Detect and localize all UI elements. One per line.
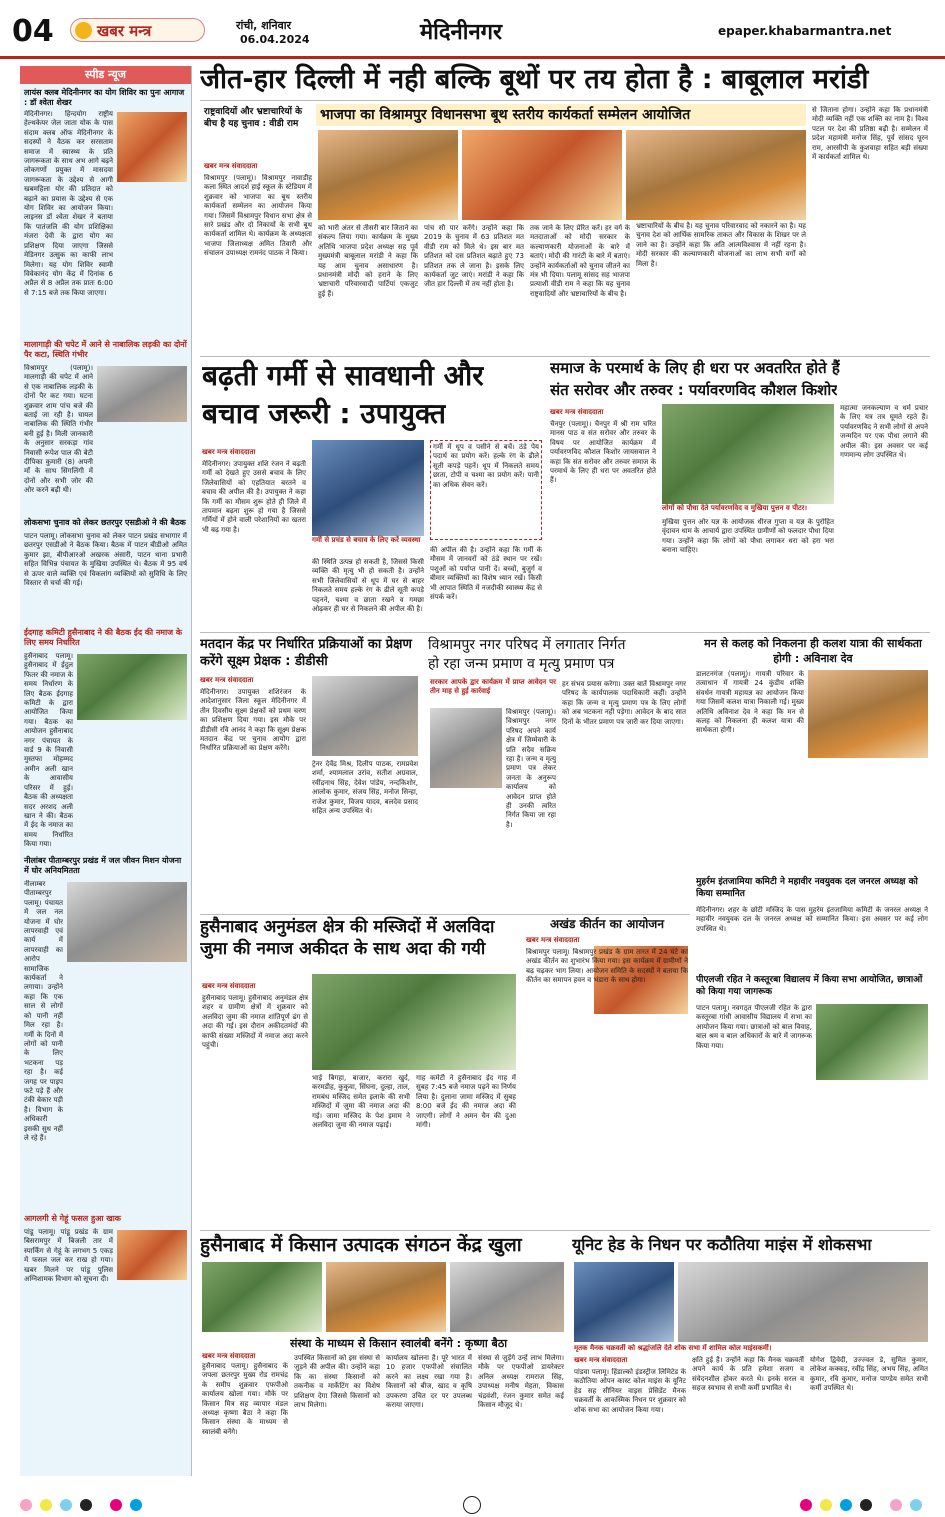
story4-byline: खबर मन्त्र संवाददाता xyxy=(200,676,254,684)
story9-photo-2 xyxy=(326,1262,446,1332)
story10-caption: मृतक मैनक चक्रवर्ती को श्रद्धांजलि देते शोक सभा में शामिल कोल माइंसकर्मी। xyxy=(574,1344,772,1352)
story3-photo-caption: लोगों को पौधा देते पर्यावरणविद व मुखिया पुत्तन व पीटर। xyxy=(662,504,808,512)
story6-sub2-title: मुहर्रम इंतजामिया कमिटी ने महावीर नवयुवक दल जनरल अध्यक्ष को किया सम्मानित xyxy=(696,877,918,899)
story6-body: डालटनगंज (पलामू)। गायत्री परिवार के तत्वाधान में गायत्री 24 कुंडीय शक्ति संवर्धन गायत्री महायज्ञ का आयोजन किया गया जिसमें कलश यात्रा निकाली गई। मुख्य अतिथि अविनाश देव ने कहा कि मन से कलह को निकलना ही कलश यात्रा की सार्थकता होगी। xyxy=(696,670,804,735)
sidebar-story-5-title: नीलांबर पीताम्बरपुर प्रखंड में जल जीवन मिशन योजना में घोर अनियमितता xyxy=(24,856,182,875)
story9-col-4: संस्था से जुड़ेंगे उन्हें लाभ मिलेगा। मौके पर एफपीओ डायरेक्टर अनिल अध्यक्ष रामराज सिंह, उपाध्यक्ष मनीष मेहता, विकास चंद्रवंशी, रंजन कुमार समेत कई किसान मौजूद थे। xyxy=(478,1354,564,1410)
registration-dot-icon xyxy=(840,1499,852,1511)
registration-dot-icon xyxy=(20,1499,32,1511)
registration-dot-icon xyxy=(80,1499,92,1511)
story3-col-3: महात्मा जनकल्याण व धर्म प्रचार के लिए यत्र तत्र घूमते रहते हैं। पर्यावरणविद ने सभी लोगों से अपने जन्मदिन पर एक पौधा लगाने की अपील की। इस अवसर पर कई गणमान्य लोग उपस्थित थे। xyxy=(840,404,928,460)
story4-col-1: मेदिनीनगर। उपायुक्त शशिरंजन के आदेशानुसार जिला स्कूल मेदिनीनगर में तीन दिवसीय सूक्ष्म प्रेक्षकों को प्रथम चरण का प्रशिक्षण दिया गया। इस मौके पर डीडीसी रवि आनंद ने कहा कि सूक्ष्म प्रेक्षक मतदान केंद्र पर चुनाव आयोग द्वारा निर्धारित प्रक्रियाओं का प्रेक्षण करेंगे। xyxy=(200,688,306,753)
story2-col-3: की अपील की है। उन्होंने कहा कि गर्मी के मौसम में जानवरों को ठंडे स्थान पर रखें। पशुओं को पर्याप्त पानी दें। बच्चों, बुजुर्ग व बीमार व्यक्तियों का विशेष ध्यान रखें। किसी भी आपात स्थिति में नजदीकी स्वास्थ्य केंद्र से संपर्क करें। xyxy=(430,546,542,602)
registration-dot-icon xyxy=(910,1499,922,1511)
story5-photo xyxy=(430,708,502,788)
crosshair-icon xyxy=(463,1496,481,1514)
story1-col-4: तक जाने के लिए प्रेरित करें। हर वर्ग के मतदाताओं को मोदी सरकार के कल्याणकारी योजनाओं के बारे में बताएं। मोदी की गारंटी के बारे में बताएं। उन्होंने कार्यकर्ताओं को चुनाव जीतने का मंत्र भी दिया। पलामू सांसद सह भाजपा प्रत्याशी वीडी राम ने कहा कि यह चुनाव राष्ट्रवादियों और भ्रष्टाचारियों के बीच है। xyxy=(530,224,630,298)
sidebar-story-6-title: आगलगी से गेहूं फसल हुआ खाक xyxy=(24,1214,121,1223)
story10-photo-portrait xyxy=(574,1262,674,1342)
story2-photo-caption: गर्मी से प्रचंड से बचाव के लिए करें व्यवस्था xyxy=(312,536,421,544)
sidebar-story-2-title: मालागाड़ी की चपेट में आने से नाबालिक लड़की का दोनों पैर कटा, स्थिति गंभीर xyxy=(24,340,187,359)
story2-photo-dc xyxy=(312,440,424,536)
sidebar-story-3-body: पाटन पलामू। लोकसभा चुनाव को लेकर पाटन प्रखंड सभागार में छतरपुर एसडीओ ने बैठक किया। बैठक में पाटन बीडीओ अमित कुमार झा, बीपीआरओ अखरक अंसारी, पाटन थाना प्रभारी सहित विभिन्न पंचायत के मुखिया उपस्थित थे। बैठक में 95 वर्ष से ऊपर वाले व्यक्ति एवं विकलांग व्यक्तियों को सुविधि के लिए विस्तार से चर्चा की गई। xyxy=(24,532,187,588)
sidebar-story-4-title: ईदगाह कमिटी हुसैनाबाद ने की बैठक ईद की नमाज के लिए समय निर्धारित xyxy=(24,628,183,647)
sidebar-speed-news xyxy=(20,66,192,1476)
story10-col-1: पांडवा पलामू। हिंडाल्को इंडस्ट्रीज लिमिटेड के कठौतिया ओपन कास्ट कोल माइंस के यूनिट हेड सह सीनियर वाइस प्रेसिडेंट मैनक चक्रवर्ती के आकस्मिक निधन पर शुक्रवार को शोक सभा का आयोजन किया गया। xyxy=(574,1368,686,1414)
story8-byline: खबर मन्त्र संवाददाता xyxy=(526,936,580,944)
sidebar-story-2-photo xyxy=(97,366,187,422)
lead-headline: जीत-हार दिल्ली में नही बल्कि बूथों पर तय होता है : बाबूलाल मरांडी xyxy=(200,64,869,95)
story7-col-3: गाह कमेटी ने हुसैनाबाद ईद गाह में सुबह 7:45 बजे नमाज पढ़ने का निर्णय लिया है। दुलाना जामा मस्जिद में सुबह 8:00 बजे ईद की नमाज अदा की जाएगी। लोगों ने अमन चैन की दुआ मांगी। xyxy=(416,1074,516,1130)
story3-byline: खबर मन्त्र संवाददाता xyxy=(550,408,604,416)
story3-col-1: चैनपुर (पलामू)। चैनपुर में श्री राम चरित मानस पाठ व संत सरोवर और तरुवर के विषय पर आयोजित कार्यक्रम में पर्यावरणविद कौशल किशोर जायसवाल ने कहा कि संत सरोवर और तरुवर समाज के परमार्थ के लिए ही धरा पर अवतरित होते हैं। xyxy=(550,420,656,485)
sidebar-story-2-body: विश्रामपुर (पलामू)। मालगाड़ी की चपेट में आने से एक नाबालिक लड़की के दोनों पैर कट गया। घटना शुक्रवार शाम पांच बजे की बताई जा रही है। घायल नाबालिक की स्थिति गंभीर बनी हुई है। मिली जानकारी के अनुसार सरकड़ा गांव निवासी रूपेश पाल की बेटी दीपिका कुमारी (8) अपनी माँ के साथ सिंगलिंगी में दोनों और सभी जोर की ओर करने बढ़ी थी। xyxy=(24,364,93,495)
story1-side-headline: राष्ट्रवादियों और भ्रष्टाचारियों के बीच है यह चुनाव : वीडी राम xyxy=(204,107,302,129)
registration-dot-icon xyxy=(800,1499,812,1511)
story5-headline-line2: हो रहा जन्म प्रमाण व मृत्यु प्रमाण पत्र xyxy=(428,656,615,672)
footer-print-marks xyxy=(0,1494,945,1517)
brand-badge xyxy=(70,18,205,42)
story-bjp-sammelan xyxy=(200,102,930,356)
sidebar-story-6-body: पांडू पलामू। पांडू प्रखंड के ग्राम बिसरामपुर में बिजली तार में स्पार्किंग से गेहूं के लगभग 5 एकड़ में फसल जल कर राख हो गया। खबर मिलने पर पांडू पुलिस अग्निशामक विभाग को सूचना दी। xyxy=(24,1228,113,1284)
registration-dot-icon xyxy=(40,1499,52,1511)
story5-col-1: विश्रामपुर (पलामू)। विश्रामपुर नगर परिषद अपने कार्य क्षेत्र में जिम्मेवारी के प्रति सदैव सक्रिय रहा है। जन्म व मृत्यु प्रमाण पत्र लेकर जनता के अनुरूप कार्यालय को आवेदन प्राप्त होते ही उनकी त्वरित निर्गत किया जा रहा है। xyxy=(506,708,556,829)
story-fpo-center xyxy=(200,1232,566,1492)
story9-photo-3 xyxy=(450,1262,564,1332)
story9-headline: हुसैनाबाद में किसान उत्पादक संगठन केंद्र खुला xyxy=(200,1234,522,1256)
story-heat-advisory xyxy=(200,358,545,630)
story-paryavaran xyxy=(548,358,930,630)
masthead xyxy=(0,0,945,60)
story9-col-2: उपस्थित किसानों को इस संस्था से जुड़ने की अपील की। उन्होंने कहा कि का संस्था किसानों को तकनीक व मार्केटिंग का विशेष प्रशिक्षण देगा जिससे किसानों को लाभ मिलेगा। xyxy=(294,1354,380,1410)
story1-byline: खबर मन्त्र संवाददाता xyxy=(204,162,258,170)
story-akhand-kirtan xyxy=(524,916,690,1228)
story6-headline: मन से कलह को निकलना ही कलश यात्रा की सार्थकता होगी : अविनाश देव xyxy=(704,637,922,665)
story7-col-2: भाई बिगहा, बाजार, करारा खुर्द, करमडीह, कुकुवा, सिंघना, दुल्हा, ताल, रामबंध मस्जिद समेत इलाके की सभी मस्जिदों में जुमा की नमाज अदा की गई। जामा मस्जिद के पेश इमाम ने अलविदा जुमा की नमाज पढ़ाई। xyxy=(312,1074,410,1130)
story1-col-3: पांच सौ पार करेंगे। उन्होंने कहा कि 2019 के चुनाव में 63 प्रतिशत मत वीडी राम को मिले थे। इस बार मत प्रतिशत को दस प्रतिशत बढ़ाते हुए 73 प्रतिशत तक ले जाना है। इसके लिए कार्यकर्ता जुट जाएं। मरांडी ने कहा कि जीत हार दिल्ली में तय नहीं होता है। xyxy=(424,224,524,289)
story9-subhead: संस्था के माध्यम से किसान स्वालंबी बनेंगे : कृष्णा बैठा xyxy=(290,1337,508,1350)
story4-headline: मतदान केंद्र पर निर्धारित प्रक्रियाओं का प्रेक्षण करेंगे सूक्ष्म प्रेक्षक : डीडीसी xyxy=(200,637,412,669)
sidebar-story-3-title: लोकसभा चुनाव को लेकर छतरपुर एसडीओ ने की बैठक xyxy=(24,518,186,527)
registration-dot-icon xyxy=(60,1499,72,1511)
story7-headline-line2: जुमा की नमाज अकीदत के साथ अदा की गयी xyxy=(200,939,486,959)
edition-name: मेदिनीनगर xyxy=(420,20,503,45)
story4-photo xyxy=(312,676,418,756)
story2-headline-line1: बढ़ती गर्मी से सावधानी और xyxy=(202,359,484,392)
story1-col-5: भ्रष्टाचारियों के बीच है। यह चुनाव परिवारवाद को नकारने का है। यह चुनाव देश को आर्थिक सामरिक ताकत और विकास के शिखर पर ले जाने का है। उन्होंने कहा कि अति आत्मविश्वास में नहीं रहना है। मोदी सरकार की कल्याणकारी योजनाओं का लाभ सभी वर्गों को मिला है। xyxy=(636,222,806,268)
dateline-date: 06.04.2024 xyxy=(240,33,310,46)
story10-col-3: योगेश द्विवेदी, उज्ज्वल डे, सुमित कुमार, लोकेश कक्कड़, रवींद्र सिंह, अभय सिंह, अमित कुमार, रवि कुमार, मनोज पाण्डेय समेत सभी कर्मी उपस्थित थे। xyxy=(810,1356,928,1393)
story8-headline: अखंड कीर्तन का आयोजन xyxy=(550,917,664,931)
brand-logo-icon xyxy=(75,22,92,39)
story3-headline-line2: संत सरोवर और तरुवर : पर्यावरणविद कौशल किशोर xyxy=(550,381,838,399)
story7-headline-line1: हुसैनाबाद अनुमंडल क्षेत्र की मस्जिदों में अलविदा xyxy=(200,917,495,937)
story6-sub2-body: मेदिनीनगर। शहर के छोटी मस्जिद के पास मुहर्रम इंतजामिया कमिटी के जनरल अध्यक्ष ने महावीर नवयुवक दल के जनरल अध्यक्ष को सम्मानित किया। इस अवसर पर कई लोग उपस्थित थे। xyxy=(696,906,928,933)
sidebar-story-1-title: लायंस क्लब मेदिनीनगर का योग शिविर का पुनः आगाज : डॉ श्वेता शेखर xyxy=(24,88,185,107)
story7-col-1: हुसैनाबाद पलामू। हुसैनाबाद अनुमंडल क्षेत्र शहर व ग्रामीण क्षेत्रों में शुक्रवार को अलविदा जुमा की नमाज शांतिपूर्ण ढंग से अदा की गई। इस दौरान अकीदतमंदों की काफी संख्या मस्जिदों में नमाज अदा करने पहुंची। xyxy=(202,994,308,1050)
story-micro-observer xyxy=(200,636,420,912)
story1-photo-1 xyxy=(318,130,458,220)
page-number: 04 xyxy=(12,14,54,49)
story5-highlight-box: सरकार आपके द्वार कार्यक्रम में प्राप्त आवेदन पर तीन माह से हुई कार्रवाई xyxy=(430,678,556,696)
section-label: स्पीड न्यूज xyxy=(20,66,191,84)
story1-strip-headline: भाजपा का विश्रामपुर विधानसभा बूथ स्तरीय कार्यकर्ता सम्मेलन आयोजित xyxy=(316,104,806,126)
story2-tips-box: गर्मी में धूप व पसीने से बचें। ठंडे पेय पदार्थ का प्रयोग करें। हल्के रंग के ढीले सूती कपड़े पहनें। धूप में निकलते समय छाता, टोपी व चश्मा का प्रयोग करें। पानी का अधिक सेवन करें। xyxy=(430,440,542,540)
sidebar-story-4-photo xyxy=(77,654,187,720)
registration-dot-icon xyxy=(860,1499,872,1511)
story9-photo-1 xyxy=(202,1262,322,1332)
story10-photo-group xyxy=(678,1262,928,1342)
story5-headline-line1: विश्रामपुर नगर परिषद में लगातार निर्गत xyxy=(428,637,626,653)
story9-col-1: हुसैनाबाद पलामू। हुसैनाबाद के जपला छतरपुर मुख्य रोड रामचंद्र के समीप शुक्रवार एफपीओ कार्यालय खोला गया। मौके पर किसान मित्र सह व्यापार मंडल अध्यक्ष कृष्णा बैठा ने कहा कि किसान संस्था के माध्यम से स्वालंबी बनेंगे। xyxy=(202,1362,288,1436)
story-condolence-meeting xyxy=(572,1232,930,1492)
story6-sub3-photo xyxy=(816,1004,928,1080)
registration-dot-icon xyxy=(130,1499,142,1511)
sidebar-story-5-body: नीलाम्बर पीताम्बरपुर पलामू। पंचायत में जल नल योजना में घोर लापरवाही एवं कार्य में लापरवाही का आरोप सामाजिक कार्यकर्ता ने लगाया। उन्होंने कहा कि एक साल से लोगों को पानी नहीं मिल रहा है। गर्मी के दिनों में लोगों को पानी के लिए भटकना पड़ रहा है। कई जगह पर पाइप फटे पड़े हैं और टंकी बेकार पड़ी है। विभाग के अधिकारी इसकी सुध नहीं ले रहे हैं। xyxy=(24,880,63,1142)
story9-col-3: कार्यालय खोलना है। पूरे भारत में 10 हजार एफपीओ संचालित करने का लक्ष्य रखा गया है। किसानों को बीज, खाद व कृषि उपकरण उचित दर पर उपलब्ध कराया जाएगा। xyxy=(386,1354,472,1410)
story2-byline: खबर मन्त्र संवाददाता xyxy=(202,448,256,456)
story1-col-2: को भारी अंतर से तीसरी बार जिताने का संकल्प लिया गया। कार्यक्रम के मुख्य अतिथि भाजपा प्रदेश अध्यक्ष सह पूर्व मुख्यमंत्री बाबूलाल मरांडी ने कहा कि यह आम चुनाव असाधारण है। प्रधानमंत्री मोदी को हराने के लिए भ्रष्टाचारी परिवारवादी पार्टियां एकजुट हुई हैं। xyxy=(318,224,418,298)
story10-col-2: क्षति हुई है। उन्होंने कहा कि मैनक चक्रवर्ती अपने कार्य के प्रति हमेशा सजग व संवेदनशील होकर करते थे। इनके सरल व सहज स्वभाव से सभी कर्मी प्रभावित थे। xyxy=(692,1356,804,1393)
story10-headline: यूनिट हेड के निधन पर कठौतिया माइंस में शोकसभा xyxy=(572,1235,872,1254)
sidebar-story-5-photo xyxy=(67,882,187,962)
story-birth-death-certificate xyxy=(428,636,688,912)
story-kalash-yatra xyxy=(696,636,930,1196)
story1-col-1: विश्रामपुर (पलामू)। विश्रामपुर नावाडीह कला स्थित आदर्श हाई स्कूल के स्टेडियम में शुक्रवार को भाजपा का बूथ स्तरीय कार्यकर्ता सम्मेलन का आयोजन किया गया। जिसमें विश्रामपुर विधान सभा क्षेत्र से सारे प्रखंड और दो निकायों के सभी बूथ कार्यकर्ता शामिल थे। कार्यक्रम के अध्यक्षता भाजपा जिलाध्यक्ष अमित तिवारी और संचालन उपाध्यक्ष रामनंद पाठक ने किया। xyxy=(204,174,312,258)
story3-headline-line1: समाज के परमार्थ के लिए ही धरा पर अवतरित होते हैं xyxy=(550,359,840,377)
story6-photo xyxy=(808,670,928,758)
sidebar-story-6-photo xyxy=(117,1230,187,1280)
masthead-rule xyxy=(0,56,945,59)
dateline-city: रांची, शनिवार xyxy=(236,19,292,32)
registration-dot-icon xyxy=(890,1499,902,1511)
story2-headline-line2: बचाव जरूरी : उपायुक्त xyxy=(202,397,446,430)
story9-byline: खबर मन्त्र संवाददाता xyxy=(202,1352,256,1360)
sidebar-story-1-body: मेदिनीनगर। हिन्दयोग राष्ट्रीय हेल्थकेयर जेल जाता योक के पास संदाम क्लब ऑफ मेदिनीनगर के सदस्यों ने वैठक कर सरसताम समाज में स्वास्थ्य के प्रति जागरूकता के साथ अभ आगे बढ़ने लोकगणों प्रयुक्त में मासदवा जागरूकता के उद्देश्य से आगी खबमहिला योर की प्रतिदात को बढ़ाने का प्रयास के उद्देश्य से एक योग शिविर का आयोजन किया। लाइनस डॉ श्वेता शेखर ने बताया कि पातंजलि की योग प्रशिक्षिका मंजरा देवी के द्वारा योग का प्रशिक्षण दिया जाएगा जिससे मेडिनगर उत्सुक का काफी लाभ मिलेगा। यह योग शिविर स्वामी विवेकानंद योग केंद्र में दिनांक 6 अप्रैल से 8 अप्रैल तक प्रातः 6:00 से 7:15 बजे तक किया जाएगा। xyxy=(24,110,113,297)
story10-byline: खबर मन्त्र संवाददाता xyxy=(574,1356,628,1364)
story4-col-2: ट्रेनर देवेंद्र मिश्र, दिलीप पाठक, रामप्रवेश शर्मा, श्यामलाल उरांव, सतीश अग्रवाल, रवींद्रनाथ सिंह, देवेश पांडेय, नन्दकिशोर, आलोक कुमार, संजय सिंह, मनोज सिन्हा, राजेश कुमार, विजय यादव, बलदेव प्रसाद सहित अन्य उपस्थित थे। xyxy=(312,760,418,816)
brand-name: खबर मन्त्र xyxy=(97,22,152,40)
story3-photo xyxy=(662,404,834,504)
story2-col-2: की स्थिति उत्पन्न हो सकती है, जिससे किसी व्यक्ति की मृत्यु भी हो सकती है। उन्होंने सभी जिलेवासियों से धूप में घर से बाहर निकलते समय हल्के रंग के ढीले सूती कपड़े पहनने, चश्मा व छाता रखने व गमछा ओढ़कर ही घर से निकलने की अपील की है। xyxy=(312,558,424,614)
sidebar-story-4-body: हुसैनाबाद पलामू। हुसैनाबाद में ईदुल फितर की नमाज के समय निर्धारण के लिए बैठक ईदगाह कमिटी के द्वारा आयोजित किया गया। बैठक का आयोजन हुसैनाबाद नगर पंचायत के वार्ड 9 के निवासी मुस्तफा मोहम्मद अमीन अली खान के आवासीय परिसर में हुई। बैठक की अध्यक्षता सदर अरशद अली खान ने की। बैठक में ईद के नमाज का समय निर्धारित किया गया। xyxy=(24,652,73,849)
story-alvida-juma xyxy=(200,916,518,1228)
story3-col-2: मुखिया पुत्तन ओर यज्ञ के आयोजक धीरज गुप्ता व यज्ञ के पुरोहित वृंदावन धाम के आचार्य द्वारा उपस्थित ग्रामीणों को फलदार पौधा दिया गया। उन्होंने कहा कि लोगों को पौधा लगाकर धरा को हरा भरा बनाना चाहिए। xyxy=(662,518,834,555)
story7-byline: खबर मन्त्र संवाददाता xyxy=(202,982,256,990)
registration-dot-icon xyxy=(820,1499,832,1511)
story7-photo xyxy=(312,974,516,1070)
epaper-link[interactable]: epaper.khabarmantra.net xyxy=(718,24,892,38)
story1-photo-2 xyxy=(462,130,622,220)
story8-body: बिश्रामपुर पलामू। बिश्रामपुर प्रखंड के ग्राम तारत में 24 घंटे का अखंड कीर्तन का शुभारंभ किया गया। इस कार्यक्रम में ग्रामीणों ने बढ़ चढ़कर भाग लिया। आयोजन समिति के सदस्यों ने बताया कि कीर्तन का समापन हवन व भंडारा के साथ होगा। xyxy=(526,948,688,985)
story6-sub3-body: पाटन पलामू। नवगठ्त पीएलजी रहित के द्वारा कस्तूरबा गांधी आवासीय विद्यालय में सभा का आयोजन किया गया। छात्राओं को बाल विवाह, बाल श्रम व बाल अधिकारों के बारे में जागरूक किया गया। xyxy=(696,1004,812,1050)
story2-col-1: मेदिनीनगर। उपायुक्त शशि रंजन ने बढ़ती गर्मी को देखते हुए उससे बचाव के लिए जिलेवासियों को एहतियात बरतने व बचाव की अपील की है। उपायुक्त ने कहा कि गर्मी का मौसम शुरू होते ही जिले में तापमान बढ़ना शुरू हो गया है जिससे गर्मियों में होने वाली परेशानियों का खतरा भी बढ़ गया है। xyxy=(202,460,306,534)
story5-col-2: हर संभव प्रयास करेगा। उक्त बातें विश्रामपुर नगर परिषद के कार्यपालक पदाधिकारी कहीं। उन्होंने कहा कि जन्म व मृत्यु प्रमाण पत्र के लिए लोगों को अब भटकना नहीं पड़ेगा। आवेदन के बाद सात दिनों के भीतर प्रमाण पत्र जारी कर दिया जाएगा। xyxy=(562,680,686,726)
registration-dot-icon xyxy=(110,1499,122,1511)
story1-col-6: से जिताना होगा। उन्होंने कहा कि प्रधानमंत्री मोदी व्यक्ति नहीं एक शक्ति का नाम है। विश्व पटल पर देश की प्रतिष्ठा बढ़ी है। सम्मेलन में प्रदेश महामंत्री मनोज सिंह, पूर्व सांसद घूरन राम, आरसीपी के कुशवाहा सहित बड़ी संख्या में कार्यकर्ता शामिल थे। xyxy=(812,106,928,162)
story6-sub3-title: पीएलजी रहित ने कस्तूरबा विद्यालय में किया सभा आयोजित, छात्राओं को किया गया जागरूक xyxy=(696,975,923,997)
sidebar-story-1-photo xyxy=(117,112,187,182)
